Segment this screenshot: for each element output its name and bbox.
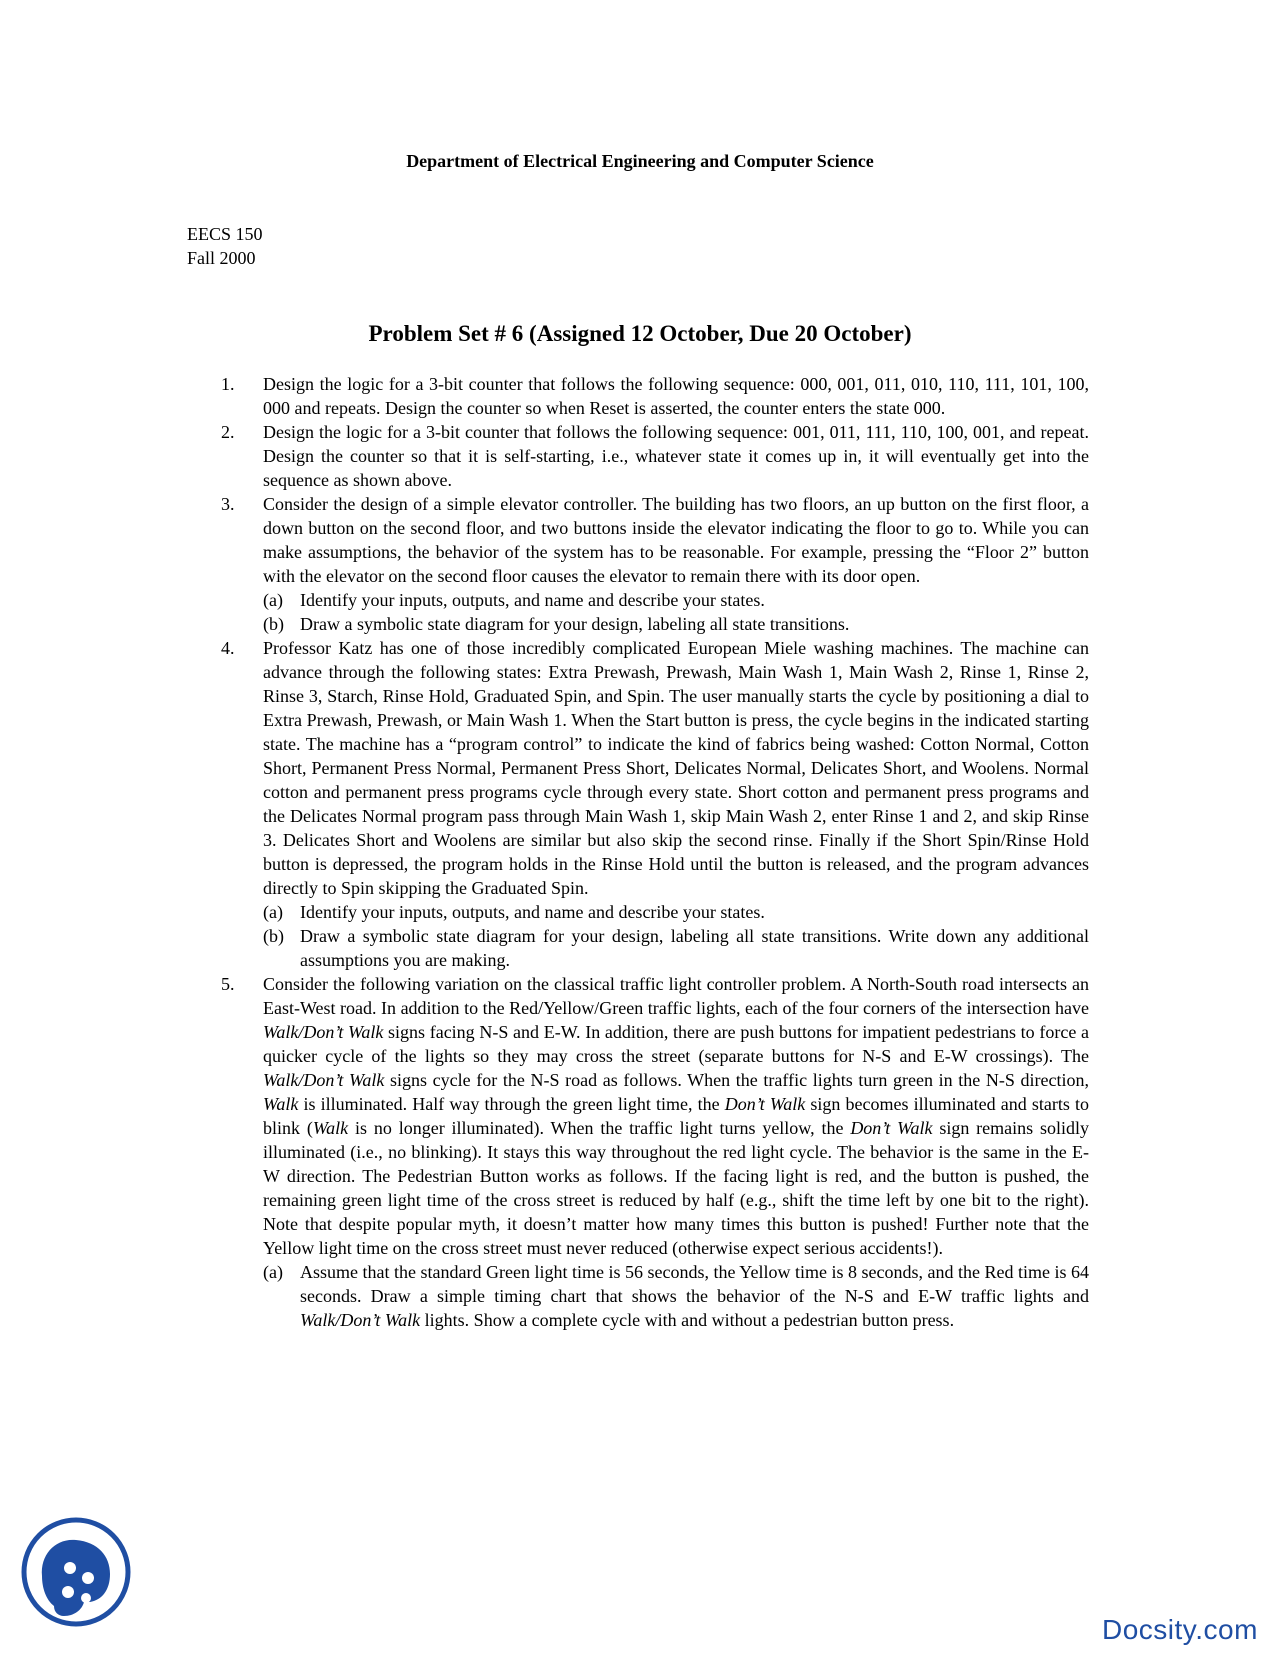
subpart-text: Identify your inputs, outputs, and name and describe your states. — [300, 590, 765, 610]
problem-number: 5. — [221, 974, 235, 994]
walk-dont-walk-term: Walk/Don’t Walk — [300, 1310, 421, 1330]
subpart-label: (a) — [263, 590, 283, 610]
subpart-a — [263, 588, 1089, 612]
dont-walk-term: Don’t Walk — [850, 1118, 933, 1138]
problem-2 — [221, 420, 1089, 492]
page-title: Problem Set # 6 (Assigned 12 October, Due 20 October) — [368, 321, 912, 346]
problem-text: Design the logic for a 3-bit counter that follows the following sequence: 001, 011, 111, 110, 100, 001, and repeat. Design the counter so that it is self-starting, i.e., whatever state it comes up in, it will eventually get into the sequence as shown above. — [263, 422, 1089, 490]
subpart-label: (b) — [263, 926, 284, 946]
course-info — [187, 222, 263, 270]
problem-3 — [221, 492, 1089, 636]
problem-4 — [221, 636, 1089, 972]
problem-text: Professor Katz has one of those incredibly complicated European Miele washing machines. The machine can advance through the following states: Extra Prewash, Prewash, Main Wash 1, Main Wash 2, Rinse 1, Rinse 2, Rinse 3, Starch, Rinse Hold, Graduated Spin, and Spin. The user manually starts the cycle by positioning a dial to Extra Prewash, Prewash, or Main Wash 1. When the Start button is press, the cycle begins in the indicated starting state. The machine has a “program control” to indicate the kind of fabrics being washed: Cotton Normal, Cotton Short, Permanent Press Normal, Permanent Press Short, Delicates Normal, Delicates Short, and Woolens. Normal cotton and permanent press programs cycle through every state. Short cotton and permanent press programs and the Delicates Normal program pass through Main Wash 1, skip Main Wash 2, enter Rinse 1 and 2, and skip Rinse 3. Delicates Short and Woolens are similar but also skip the second rinse. Finally if the Short Spin/Rinse Hold button is depressed, the program holds in the Rinse Hold until the button is released, and the program advances directly to Spin skipping the Graduated Spin. — [263, 638, 1089, 898]
subpart-text: Draw a symbolic state diagram for your design, labeling all state transitions. — [300, 614, 850, 634]
problem-number: 2. — [221, 422, 235, 442]
subpart-text: Identify your inputs, outputs, and name and describe your states. — [300, 902, 765, 922]
subpart-b — [263, 612, 1089, 636]
problem-5 — [221, 972, 1089, 1332]
problem-number: 3. — [221, 494, 235, 514]
subpart-b — [263, 924, 1089, 972]
problem-text: Consider the following variation on the classical traffic light controller problem. A North-South road intersects an East-West road. In addition to the Red/Yellow/Green traffic lights, each of the four corners of the intersection have Walk/Don’t Walk signs facing N-S and E-W. In addition, there are push buttons for impatient pedestrians to force a quicker cycle of the lights so they may cross the street (separate buttons for N-S and E-W crossings). The Walk/Don’t Walk signs cycle for the N-S road as follows. When the traffic lights turn green in the N-S direction, Walk is illuminated. Half way through the green light time, the Don’t Walk sign becomes illuminated and starts to blink (Walk is no longer illuminated). When the traffic light turns yellow, the Don’t Walk sign remains solidly illuminated (i.e., no blinking). It stays this way throughout the red light cycle. The behavior is the same in the E-W direction. The Pedestrian Button works as follows. If the facing light is red, and the button is pushed, the remaining green light time of the cross street is reduced by half (e.g., shift the time left by one bit to the right). Note that despite popular myth, it doesn’t matter how many times this button is pushed! Further note that the Yellow light time on the cross street must never reduced (otherwise expect serious accidents!). — [263, 974, 1089, 1258]
problem-text: Consider the design of a simple elevator controller. The building has two floors, an up button on the first floor, a down button on the second floor, and two buttons inside the elevator indicating the floor to go to. While you can make assumptions, the behavior of the system has to be reasonable. For example, pressing the “Floor 2” button with the elevator on the second floor causes the elevator to remain there with its door open. — [263, 494, 1089, 586]
department-heading: Department of Electrical Engineering and Computer Science — [406, 151, 874, 171]
subpart-text: Draw a symbolic state diagram for your design, labeling all state transitions. Write down any additional assumptions you are making. — [300, 926, 1089, 970]
problem-list — [221, 372, 1089, 1332]
dont-walk-term: Don’t Walk — [724, 1094, 806, 1114]
problem-number: 1. — [221, 374, 235, 394]
docsity-logo-icon[interactable] — [20, 1516, 132, 1628]
walk-dont-walk-term: Walk/Don’t Walk — [263, 1022, 384, 1042]
docsity-watermark[interactable]: Docsity.com — [1102, 1614, 1258, 1645]
course-code: EECS 150 — [187, 224, 263, 244]
subpart-a — [263, 1260, 1089, 1332]
subpart-label: (b) — [263, 614, 284, 634]
walk-dont-walk-term: Walk/Don’t Walk — [263, 1070, 385, 1090]
subpart-label: (a) — [263, 1262, 283, 1282]
walk-term: Walk — [263, 1094, 299, 1114]
problem-text: Design the logic for a 3-bit counter that follows the following sequence: 000, 001, 011, 010, 110, 111, 101, 100, 000 and repeats. Design the counter so when Reset is asserted, the counter enters the state 000. — [263, 374, 1089, 418]
problem-number: 4. — [221, 638, 235, 658]
subpart-label: (a) — [263, 902, 283, 922]
walk-term: Walk — [312, 1118, 349, 1138]
subpart-text: Assume that the standard Green light time is 56 seconds, the Yellow time is 8 seconds, and the Red time is 64 seconds. Draw a simple timing chart that shows the behavior of the N-S and E-W traffic lights and Walk/Don’t Walk lights. Show a complete cycle with and without a pedestrian button press. — [300, 1262, 1089, 1330]
problem-1 — [221, 372, 1089, 420]
course-term: Fall 2000 — [187, 248, 256, 268]
subpart-a — [263, 900, 1089, 924]
